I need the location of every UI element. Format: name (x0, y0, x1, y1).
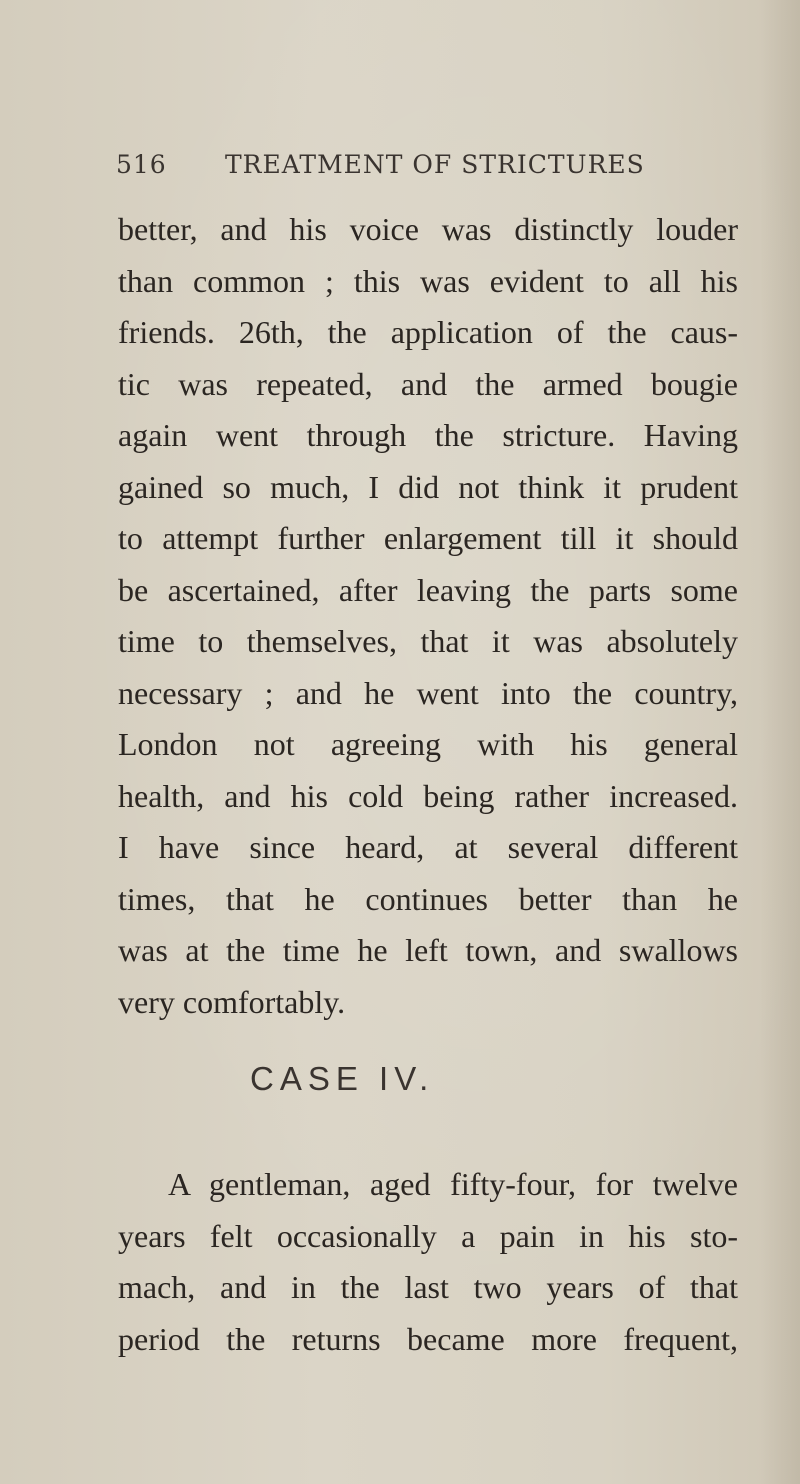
text-line: than common ; this was evident to all his (118, 262, 738, 299)
text-line: better, and his voice was distinctly louder (118, 211, 738, 247)
text-line: was at the time he left town, and swallows (118, 932, 738, 968)
text-line: gained so much, I did not think it prudent (118, 468, 738, 505)
paragraph-1 (118, 204, 738, 1028)
text-line: London not agreeing with his general (118, 726, 738, 762)
page-number: 516 (116, 150, 167, 179)
text-line: period the returns became more frequent, (118, 1320, 738, 1357)
case-heading: CASE IV. (250, 1060, 435, 1097)
text-line: necessary ; and he went into the country, (118, 674, 738, 711)
page-edge-shadow (760, 0, 800, 1484)
running-head-title: TREATMENT OF STRICTURES (224, 150, 645, 179)
text-line: friends. 26th, the application of the caus- (118, 314, 738, 350)
text-line: A gentleman, aged fifty-four, for twelve (168, 1166, 738, 1202)
paragraph-2 (118, 1159, 738, 1365)
text-line: health, and his cold being rather increased. (118, 777, 738, 814)
text-line: times, that he continues better than he (118, 880, 738, 917)
text-line: again went through the stricture. Having (118, 417, 738, 453)
text-line: mach, and in the last two years of that (118, 1269, 738, 1305)
text-line: years felt occasionally a pain in his sto- (118, 1217, 738, 1254)
text-line: time to themselves, that it was absolutely (118, 623, 738, 659)
text-line: very comfortably. (118, 983, 346, 1020)
text-line: be ascertained, after leaving the parts some (118, 571, 738, 608)
text-line: I have since heard, at several different (118, 829, 738, 865)
running-head (116, 150, 736, 190)
text-line: tic was repeated, and the armed bougie (118, 365, 738, 402)
text-line: to attempt further enlargement till it should (118, 520, 738, 556)
